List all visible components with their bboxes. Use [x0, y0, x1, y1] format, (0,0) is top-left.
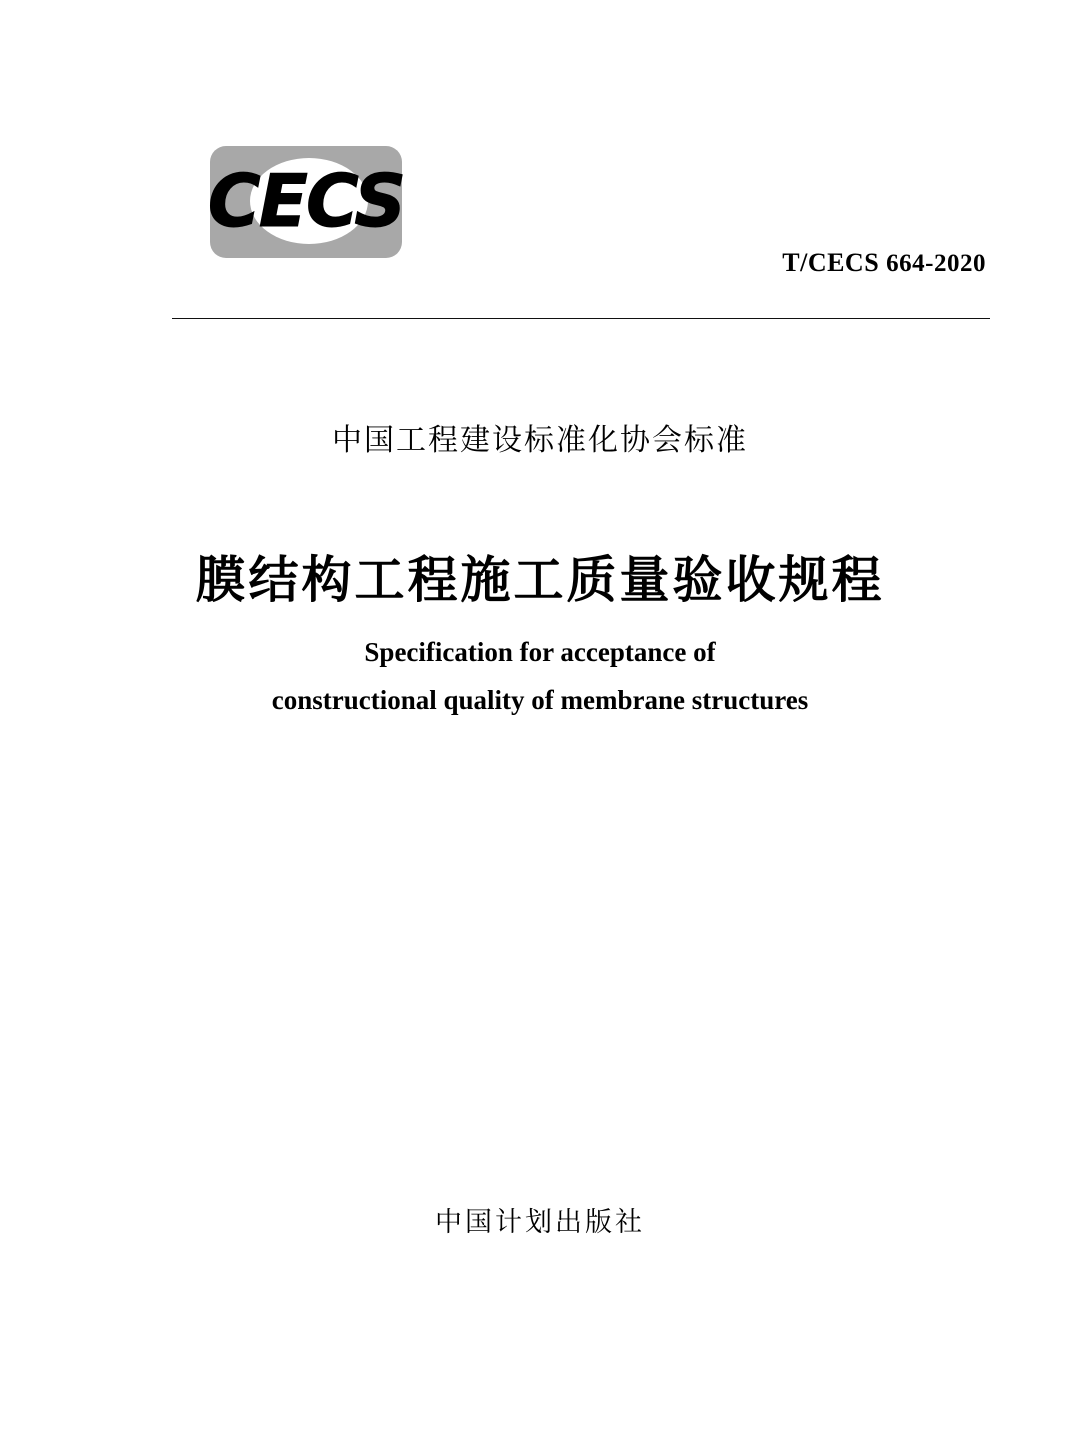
publisher-name: 中国计划出版社	[435, 1207, 645, 1238]
standard-code-number: 664-2020	[886, 250, 986, 277]
standard-code-prefix: T/CECS	[782, 248, 887, 277]
header-divider	[172, 318, 990, 319]
standard-code	[782, 248, 986, 278]
subtitle-line-1: Specification for acceptance of	[364, 637, 716, 667]
page-title: 膜结构工程施工质量验收规程	[195, 550, 885, 609]
document-header	[172, 130, 990, 325]
association-line: 中国工程建设标准化协会标准	[332, 423, 748, 458]
subtitle-english	[0, 628, 1080, 724]
logo-wordmark: CECS	[207, 159, 405, 243]
cecs-logo-icon	[192, 138, 405, 258]
subtitle-line-2: constructional quality of membrane structures	[271, 685, 809, 715]
